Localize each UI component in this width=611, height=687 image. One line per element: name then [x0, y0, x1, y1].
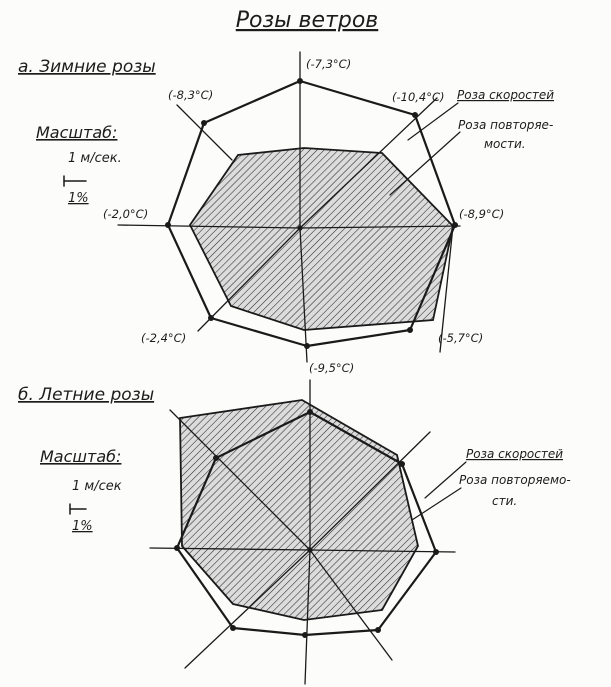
summer-scale [40, 447, 122, 534]
winter-temp-n: (-7,3°C) [306, 57, 352, 71]
winter-temp-nw: (-8,3°C) [168, 88, 214, 102]
summer-section [18, 380, 571, 684]
summer-legend-speed: Роза скоростей [466, 447, 564, 461]
winter-temp-e: (-8,9°C) [459, 207, 505, 221]
winter-frequency-rose [190, 148, 453, 330]
summer-scale-label: Масштаб: [40, 447, 122, 466]
summer-legend-freq-line1: Роза повторяемо- [459, 473, 571, 487]
winter-legend-speed: Роза скоростей [457, 88, 555, 102]
summer-frequency-rose [180, 400, 418, 620]
winter-section [18, 52, 554, 375]
winter-legend [390, 88, 554, 195]
summer-legend-freq-line2: сти. [492, 494, 518, 508]
summer-legend [412, 447, 571, 520]
winter-temp-ne: (-10,4°C) [392, 90, 445, 104]
winter-temp-sw: (-2,4°C) [141, 331, 187, 345]
winter-legend-speed-leader [408, 103, 458, 140]
summer-legend-freq-leader [412, 488, 461, 520]
winter-scale-freq: 1% [68, 191, 89, 206]
summer-scale-freq: 1% [72, 519, 93, 534]
summer-scale-speed: 1 м/сек [72, 479, 122, 494]
winter-legend-freq-line2: мости. [484, 137, 526, 151]
winter-temp-se: (-5,7°C) [438, 331, 484, 345]
winter-scale-label: Масштаб: [36, 123, 118, 142]
winter-temp-s: (-9,5°C) [309, 361, 355, 375]
winter-legend-freq-line1: Роза повторяе- [458, 118, 554, 132]
winter-heading: а. Зимние розы [18, 57, 156, 77]
page-title: Розы ветров [235, 8, 379, 33]
summer-heading: б. Летние розы [18, 385, 155, 405]
winter-scale-speed: 1 м/сек. [68, 151, 122, 166]
winter-temp-w: (-2,0°C) [103, 207, 149, 221]
winter-scale [36, 123, 122, 206]
